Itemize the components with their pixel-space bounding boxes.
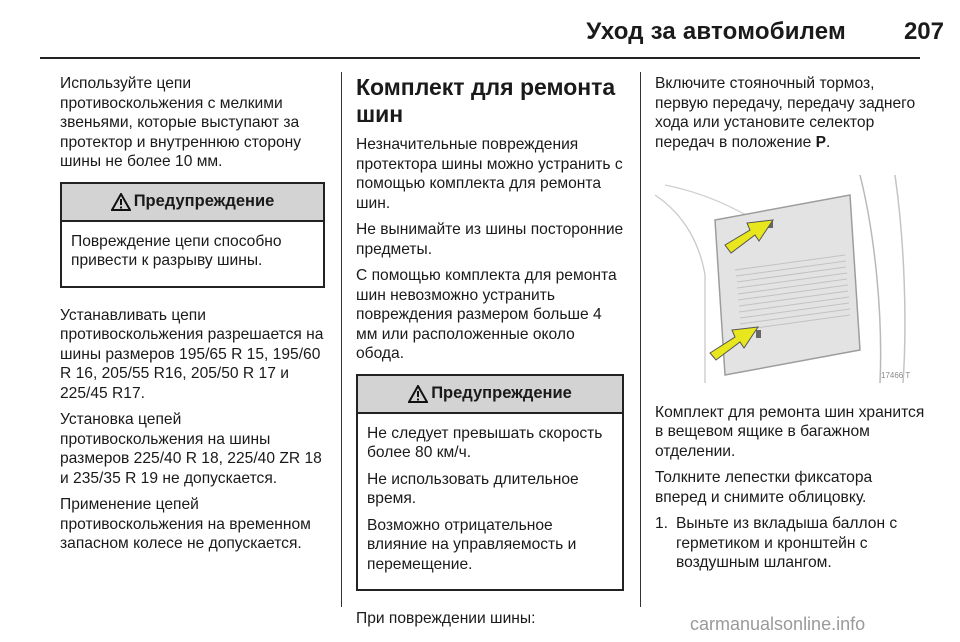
column-middle bbox=[356, 74, 624, 636]
paragraph-repair-kit-intro: Незначительные повреждения протектора шины можно устранить с помощью комплекта для ремонта шин. bbox=[356, 136, 623, 212]
warning-header bbox=[62, 184, 323, 222]
gear-position-p: P bbox=[815, 133, 827, 151]
paragraph-chains-intro: Используйте цепи противоскольжения с мелкими звеньями, которые выступают за протектор и внутреннюю сторону шины не более 10 мм. bbox=[60, 75, 302, 170]
page-number: 207 bbox=[903, 18, 944, 45]
list-item bbox=[655, 514, 925, 573]
paragraph-foreign-objects: Не вынимайте из шины посторонние предметы. bbox=[356, 221, 624, 258]
paragraph-allowed-sizes: Устанавливать цепи противоскольжения разрешается на шины размеров 195/65 R 15, 195/60 R 16, 205/55 R16, 205/50 R 17 и 225/45 R17. bbox=[60, 306, 324, 402]
warning-box bbox=[356, 374, 624, 592]
warning-duration: Не использовать длительное время. bbox=[367, 470, 579, 507]
trunk-compartment-photo bbox=[655, 175, 920, 383]
warning-text: Повреждение цепи способно привести к разрыву шины. bbox=[71, 232, 282, 269]
column-right bbox=[655, 74, 925, 573]
paragraph-forbidden-sizes: Установка цепей противоскольжения на шины размеров 225/40 R 18, 225/40 ZR 18 и 235/35 R 19 не допускается. bbox=[60, 411, 322, 487]
page-header-title: Уход за автомобилем bbox=[586, 18, 846, 45]
paragraph-remove-cover: Толкните лепестки фиксатора вперед и снимите облицовку. bbox=[655, 469, 873, 506]
paragraph-spare-wheel: Применение цепей противоскольжения на временном запасном колесе не допускается. bbox=[60, 496, 311, 552]
warning-speed: Не следует превышать скорость более 80 км/ч. bbox=[367, 424, 603, 461]
warning-triangle-icon bbox=[408, 385, 428, 403]
warning-box bbox=[60, 182, 325, 288]
watermark-footer: carmanualsonline.info bbox=[690, 614, 866, 634]
image-code: 17466 T bbox=[881, 371, 911, 380]
column-divider-left bbox=[341, 72, 342, 607]
warning-title: Предупреждение bbox=[431, 383, 572, 402]
paragraph-parking-brake: Включите стояночный тормоз, первую передачу, передачу заднего хода или установите селектор передач в положение P. bbox=[655, 75, 916, 151]
paragraph-kit-limits: С помощью комплекта для ремонта шин невозможно устранить повреждения размером больше 4 мм или расположенные около обода. bbox=[356, 267, 617, 362]
section-title: Комплект для ремонта шин bbox=[356, 74, 616, 127]
list-item-text: Выньте из вкладыша баллон с герметиком и кронштейн с воздушным шлангом. bbox=[676, 515, 898, 571]
warning-triangle-icon bbox=[111, 193, 131, 211]
warning-header bbox=[358, 376, 622, 414]
paragraph-kit-location: Комплект для ремонта шин хранится в вещевом ящике в багажном отделении. bbox=[655, 403, 925, 460]
column-left bbox=[60, 74, 325, 561]
paragraph-when-damaged: При повреждении шины: bbox=[356, 610, 536, 627]
column-divider-right bbox=[640, 72, 641, 607]
warning-title: Предупреждение bbox=[133, 191, 275, 210]
header-rule bbox=[40, 57, 920, 59]
list-item-number: 1. bbox=[655, 515, 669, 532]
warning-handling: Возможно отрицательное влияние на управляемость и перемещение. bbox=[367, 516, 577, 573]
